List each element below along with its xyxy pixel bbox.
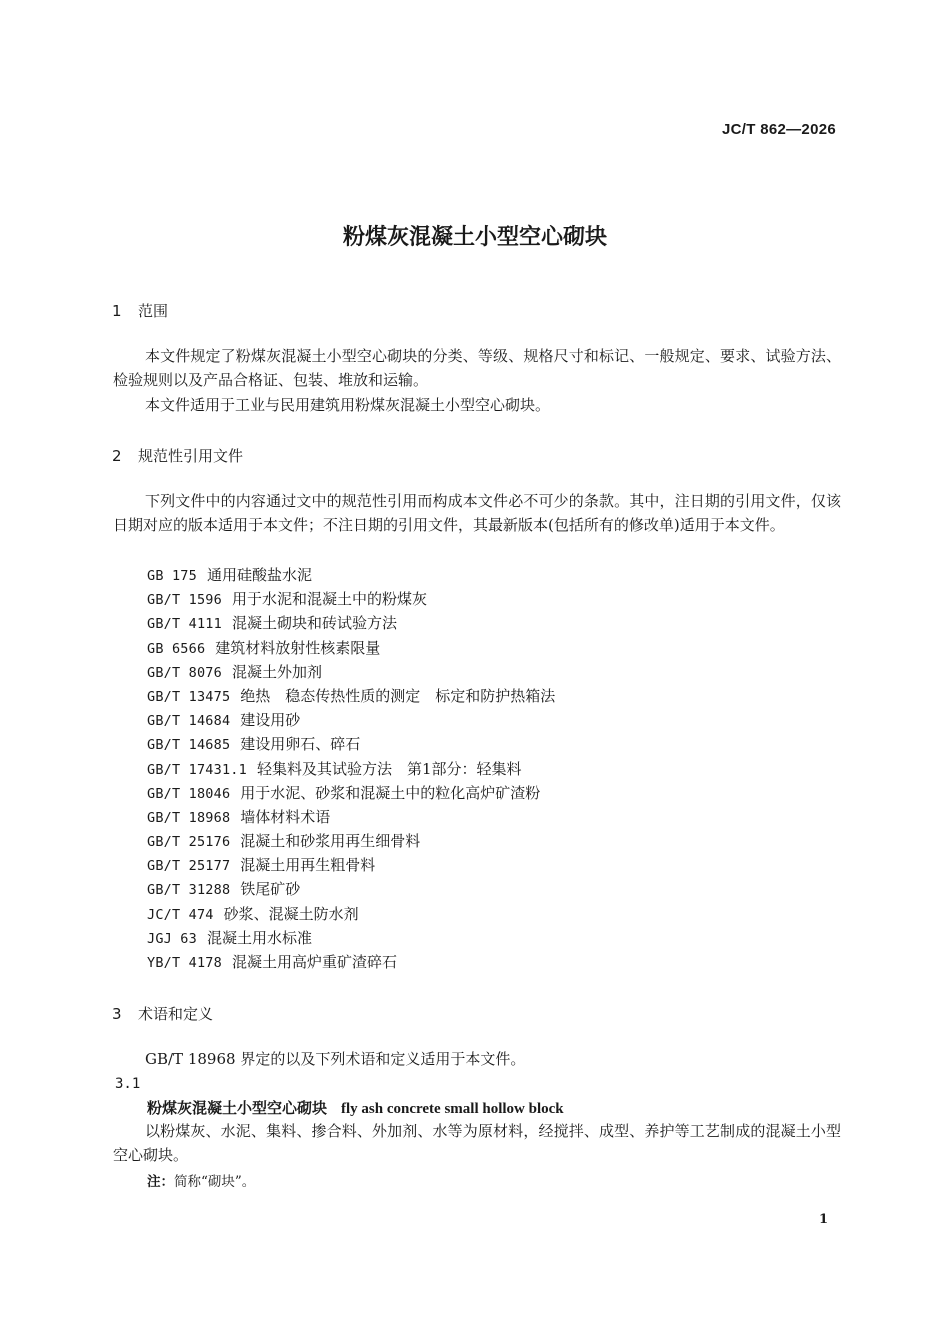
reference-item	[147, 732, 555, 756]
reference-code: GB/T 17431.1	[147, 761, 247, 778]
reference-code: YB/T 4178	[147, 955, 222, 971]
reference-item	[147, 611, 555, 635]
reference-title: 混凝土外加剂	[231, 662, 322, 681]
reference-item	[147, 563, 555, 587]
section-1-heading	[112, 300, 168, 321]
reference-code: GB/T 25176	[147, 834, 231, 851]
reference-item	[147, 781, 555, 805]
reference-title: 建设用砂	[240, 711, 301, 730]
reference-item	[147, 902, 555, 926]
section-3-heading	[112, 1003, 213, 1024]
reference-code: GB/T 8076	[147, 664, 222, 681]
reference-title: 用于水泥、砂浆和混凝土中的粒化高炉矿渣粉	[240, 783, 541, 802]
reference-item	[147, 926, 555, 950]
section-number: 3	[112, 1005, 122, 1023]
reference-item	[147, 805, 555, 829]
scope-paragraph-2: 本文件适用于工业与民用建筑用粉煤灰混凝土小型空心砌块。	[145, 396, 551, 414]
reference-code: GB/T 14684	[147, 713, 231, 730]
section-title: 规范性引用文件	[138, 447, 244, 465]
term-en: fly ash concrete small hollow block	[341, 1101, 564, 1117]
section-number: 2	[112, 447, 122, 465]
reference-title: 砂浆、混凝土防水剂	[223, 904, 359, 923]
reference-item	[147, 660, 555, 684]
note-label: 注：	[147, 1174, 174, 1190]
reference-item	[147, 829, 555, 853]
reference-code: GB 6566	[147, 640, 206, 657]
note-text: 简称“砌块”。	[174, 1174, 256, 1190]
reference-title: 墙体材料术语	[240, 807, 331, 826]
reference-title: 混凝土用再生粗骨料	[240, 856, 376, 875]
reference-title: 建设用卵石、碎石	[240, 735, 361, 754]
reference-item	[147, 853, 555, 877]
reference-code: GB/T 25177	[147, 858, 231, 875]
reference-code: JGJ 63	[147, 930, 197, 947]
reference-code: JC/T 474	[147, 906, 214, 923]
section-number: 1	[112, 302, 122, 320]
reference-code: GB/T 18968	[147, 809, 231, 826]
section-title: 术语和定义	[138, 1005, 214, 1023]
reference-code: GB/T 1596	[147, 592, 222, 609]
scope-paragraph-1: 本文件规定了粉煤灰混凝土小型空心砌块的分类、等级、规格尺寸和标记、一般规定、要求、试验方法、检验规则以及产品合格证、包装、堆放和运输。	[113, 347, 841, 389]
term-zh: 粉煤灰混凝土小型空心砌块	[147, 1099, 328, 1117]
reference-title: 混凝土和砂浆用再生细骨料	[240, 832, 421, 851]
reference-title: 用于水泥和混凝土中的粉煤灰	[231, 590, 427, 609]
reference-title: 轻集料及其试验方法 第1部分：轻集料	[256, 759, 522, 778]
page-number: 1	[818, 1212, 828, 1227]
normative-intro: 下列文件中的内容通过文中的规范性引用而构成本文件必不可少的条款。其中，注日期的引用文件，仅该日期对应的版本适用于本文件；不注日期的引用文件，其最新版本(包括所有的修改单)适用于本文件。	[113, 492, 841, 534]
reference-title: 绝热 稳态传热性质的测定 标定和防护热箱法	[240, 686, 556, 705]
term-number: 3.1	[115, 1076, 141, 1092]
document-title: 粉煤灰混凝土小型空心砌块	[342, 225, 607, 250]
reference-title: 混凝土砌块和砖试验方法	[231, 614, 397, 633]
reference-code: GB/T 18046	[147, 785, 231, 802]
reference-title: 通用硅酸盐水泥	[206, 566, 312, 584]
reference-item	[147, 636, 555, 660]
term-note	[147, 1170, 255, 1190]
reference-code: GB 175	[147, 568, 197, 584]
reference-code: GB/T 31288	[147, 882, 231, 899]
section-2-heading	[112, 445, 243, 466]
reference-item	[147, 684, 555, 708]
reference-list	[147, 563, 555, 974]
reference-item	[147, 950, 555, 974]
reference-item	[147, 708, 555, 732]
reference-title: 建筑材料放射性核素限量	[215, 638, 381, 657]
term-heading	[147, 1097, 564, 1118]
reference-item	[147, 587, 555, 611]
section-title: 范围	[138, 302, 169, 320]
reference-code: GB/T 4111	[147, 616, 222, 633]
standard-code: JC/T 862—2026	[722, 121, 836, 138]
reference-title: 铁尾矿砂	[240, 880, 301, 899]
terms-intro: GB/T 18968 界定的以及下列术语和定义适用于本文件。	[145, 1050, 526, 1068]
reference-title: 混凝土用水标准	[206, 928, 312, 947]
term-definition: 以粉煤灰、水泥、集料、掺合料、外加剂、水等为原材料，经搅拌、成型、养护等工艺制成的混凝土小型空心砌块。	[113, 1122, 841, 1164]
reference-code: GB/T 13475	[147, 688, 231, 705]
reference-code: GB/T 14685	[147, 737, 231, 754]
reference-title: 混凝土用高炉重矿渣碎石	[231, 953, 397, 971]
reference-item	[147, 877, 555, 901]
reference-item	[147, 757, 555, 781]
